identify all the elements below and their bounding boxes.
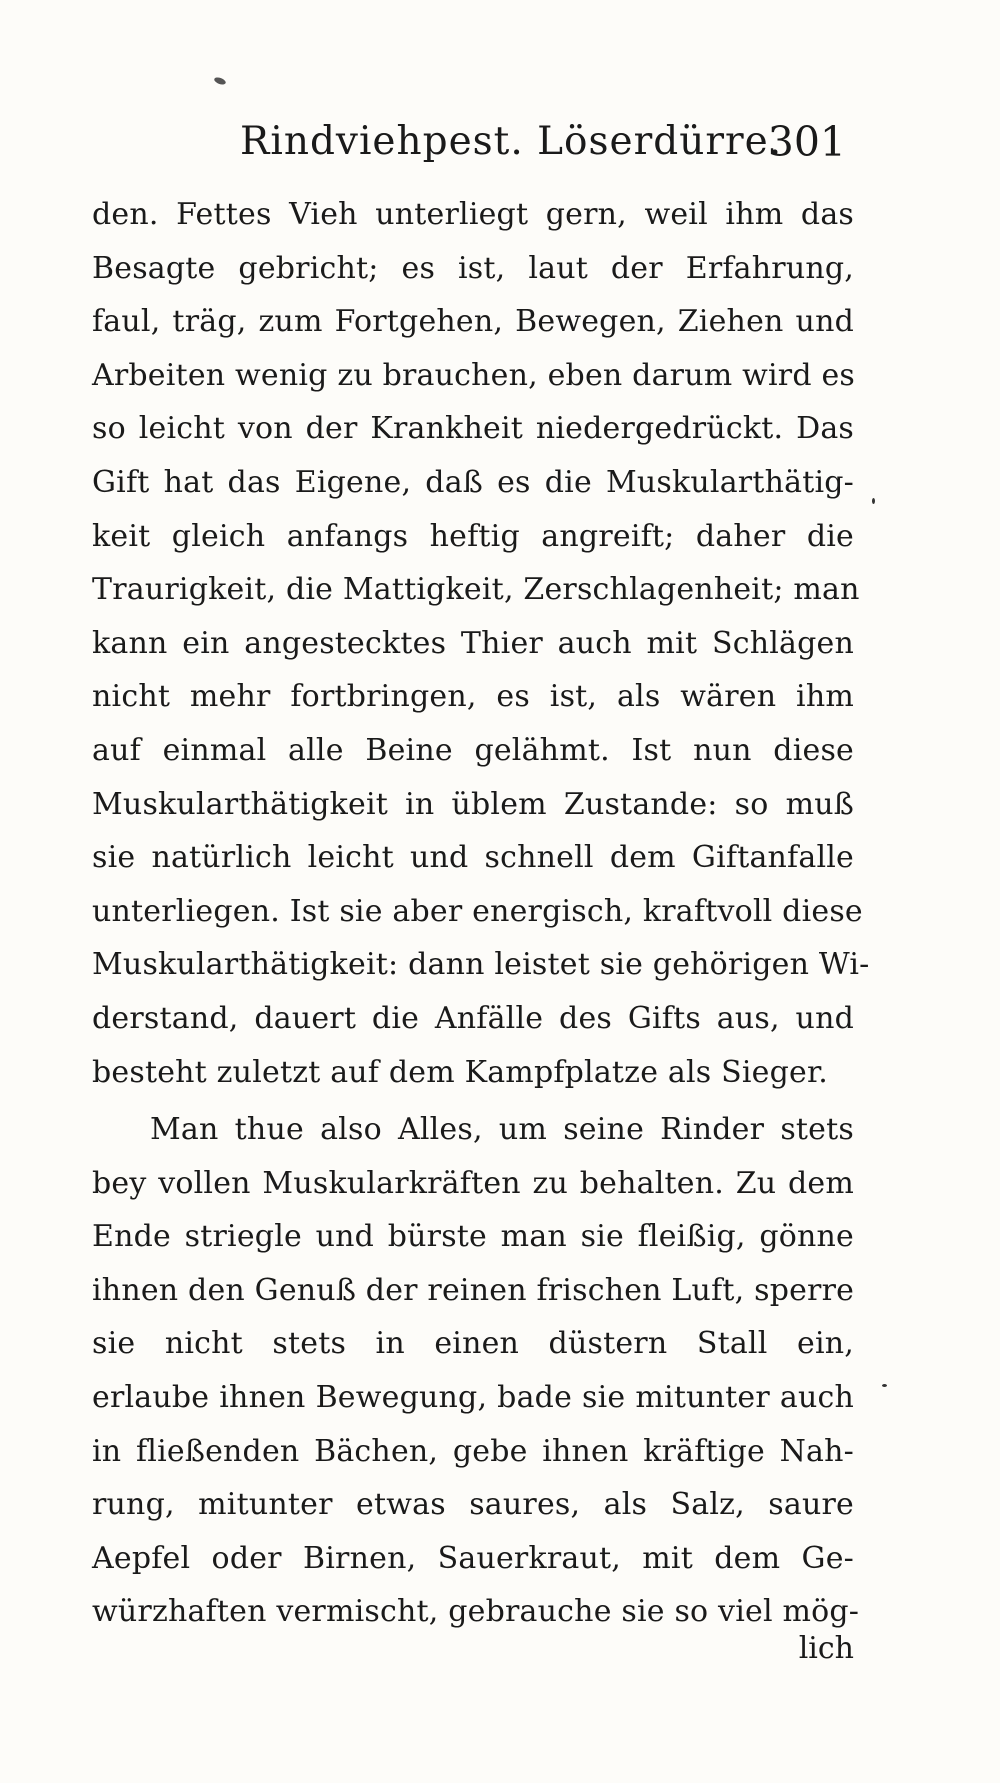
text-line: Man thue also Alles, um seine Rinder stets	[150, 1112, 854, 1148]
page-number: 301	[767, 118, 846, 166]
text-line: Gift hat das Eigene, daß es die Muskularthätig-	[92, 464, 854, 500]
text-line: nicht mehr fortbringen, es ist, als wären ihm	[92, 679, 854, 715]
text-line: würzhaften vermischt, gebrauche sie so viel mög-	[92, 1594, 860, 1630]
stray-mark	[882, 1384, 887, 1387]
text-line: besteht zuletzt auf dem Kampfplatze als Sieger.	[92, 1054, 828, 1090]
text-line: sie nicht stets in einen düstern Stall ein,	[92, 1326, 854, 1362]
catchword: lich	[798, 1631, 854, 1666]
text-line: in fließenden Bächen, gebe ihnen kräftige Nah-	[92, 1433, 854, 1469]
stray-mark	[872, 498, 875, 504]
text-line: Besagte gebricht; es ist, laut der Erfahrung,	[92, 250, 854, 286]
running-header	[240, 112, 846, 172]
text-line: Muskularthätigkeit in üblem Zustande: so muß	[92, 786, 854, 822]
text-line: derstand, dauert die Anfälle des Gifts aus, und	[92, 1000, 854, 1036]
text-line: Aepfel oder Birnen, Sauerkraut, mit dem Ge-	[92, 1540, 854, 1576]
text-line: erlaube ihnen Bewegung, bade sie mitunter auch	[92, 1380, 854, 1416]
text-line: den. Fettes Vieh unterliegt gern, weil ihm das	[92, 197, 854, 232]
text-line: kann ein angestecktes Thier auch mit Schlägen	[92, 625, 854, 661]
text-line: keit gleich anfangs heftig angreift; daher die	[92, 518, 854, 554]
body-text	[92, 188, 870, 1639]
text-line: so leicht von der Krankheit niedergedrückt. Das	[92, 411, 854, 447]
text-line: Arbeiten wenig zu brauchen, eben darum wird es	[92, 357, 856, 393]
text-line: unterliegen. Ist sie aber energisch, kraftvoll diese	[92, 893, 863, 929]
text-line: Ende striegle und bürste man sie fleißig, gönne	[92, 1219, 854, 1255]
text-line: sie natürlich leicht und schnell dem Giftanfalle	[92, 840, 854, 876]
text-line: ihnen den Genuß der reinen frischen Luft, sperre	[92, 1272, 855, 1308]
text-line: auf einmal alle Beine gelähmt. Ist nun diese	[92, 732, 854, 768]
ink-speck	[213, 76, 226, 86]
running-title: Rindviehpest. Löserdürre.	[240, 119, 783, 164]
text-line: faul, träg, zum Fortgehen, Bewegen, Ziehen und	[92, 304, 854, 340]
text-line: bey vollen Muskularkräften zu behalten. Zu dem	[92, 1165, 854, 1201]
text-line: Traurigkeit, die Mattigkeit, Zerschlagenheit; man	[92, 572, 860, 608]
text-line: Muskularthätigkeit: dann leistet sie gehörigen Wi-	[92, 947, 870, 983]
text-line: rung, mitunter etwas saures, als Salz, saure	[92, 1487, 854, 1523]
